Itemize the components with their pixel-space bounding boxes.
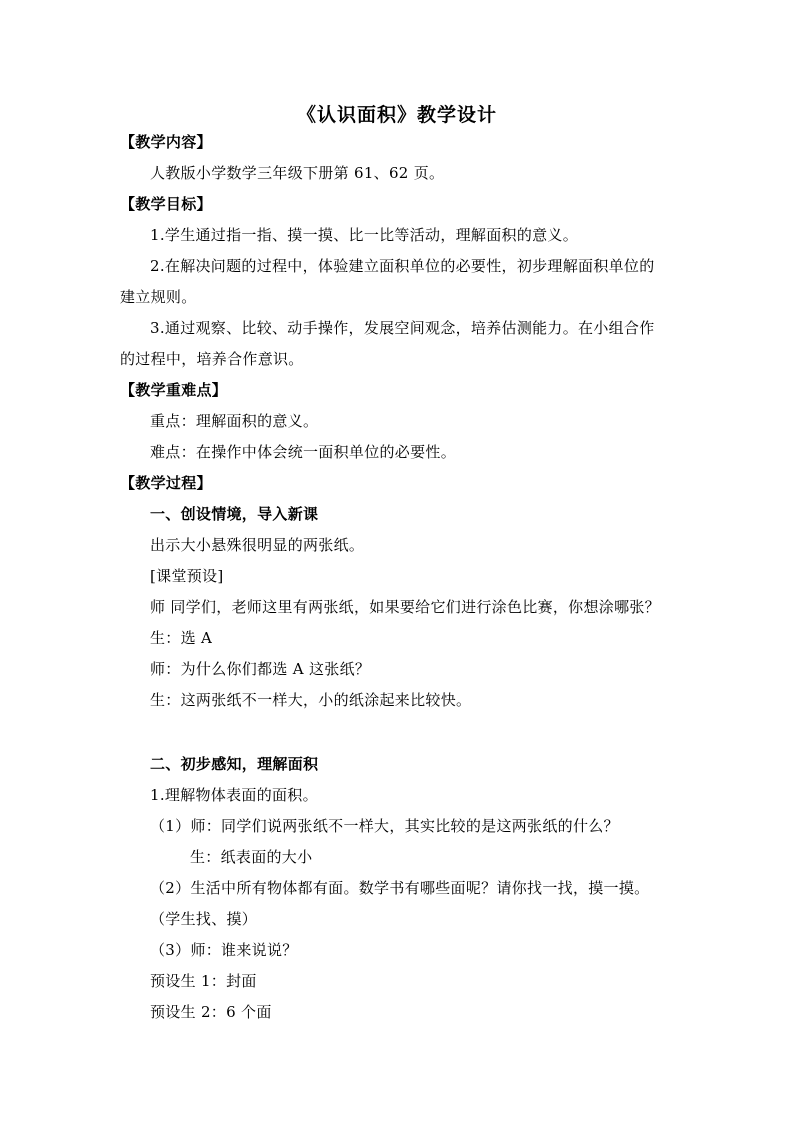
document-title: 《认识面积》教学设计 <box>296 104 497 126</box>
goal-3-line-1: 3.通过观察、比较、动手操作，发展空间观念，培养估测能力。在小组合作 <box>150 319 655 337</box>
part-1-line-6: 生：这两张纸不一样大，小的纸涂起来比较快。 <box>150 691 472 709</box>
goal-2-line-1: 2.在解决问题的过程中，体验建立面积单位的必要性，初步理解面积单位的 <box>150 257 655 275</box>
part-1-line-1: 出示大小悬殊很明显的两张纸。 <box>150 536 365 554</box>
part-2-line-3: 生：纸表面的大小 <box>190 848 313 866</box>
process-heading: 【教学过程】 <box>120 474 212 492</box>
part-1-line-2: [课堂预设] <box>150 567 224 585</box>
part-1-line-5: 师：为什么你们都选 A 这张纸？ <box>150 660 371 678</box>
part-1-line-4: 生：选 A <box>150 629 213 647</box>
part-1-line-3: 师 同学们，老师这里有两张纸，如果要给它们进行涂色比赛，你想涂哪张？ <box>150 598 660 616</box>
part-1-heading: 一、创设情境，导入新课 <box>150 505 319 523</box>
part-2-line-2: （1）师：同学们说两张纸不一样大，其实比较的是这两张纸的什么？ <box>150 817 619 835</box>
part-2-line-5: （学生找、摸） <box>150 910 258 928</box>
difficult-point: 难点：在操作中体会统一面积单位的必要性。 <box>150 443 457 461</box>
part-2-line-6: （3）师：谁来说说？ <box>150 941 298 959</box>
part-2-line-1: 1.理解物体表面的面积。 <box>150 786 318 804</box>
goal-2-line-2: 建立规则。 <box>120 288 197 306</box>
key-points-heading: 【教学重难点】 <box>120 381 228 399</box>
goal-3-line-2: 的过程中，培养合作意识。 <box>120 350 304 368</box>
content-heading: 【教学内容】 <box>120 133 212 151</box>
part-2-heading: 二、初步感知，理解面积 <box>150 755 319 773</box>
part-2-line-4: （2）生活中所有物体都有面。数学书有哪些面呢？请你找一找，摸一摸。 <box>150 879 650 897</box>
goals-heading: 【教学目标】 <box>120 195 212 213</box>
key-point: 重点：理解面积的意义。 <box>150 412 319 430</box>
content-text: 人教版小学数学三年级下册第 61、62 页。 <box>150 164 445 182</box>
goal-1: 1.学生通过指一指、摸一摸、比一比等活动，理解面积的意义。 <box>150 226 579 244</box>
part-2-line-7: 预设生 1：封面 <box>150 972 257 990</box>
part-2-line-8: 预设生 2：6 个面 <box>150 1003 272 1021</box>
